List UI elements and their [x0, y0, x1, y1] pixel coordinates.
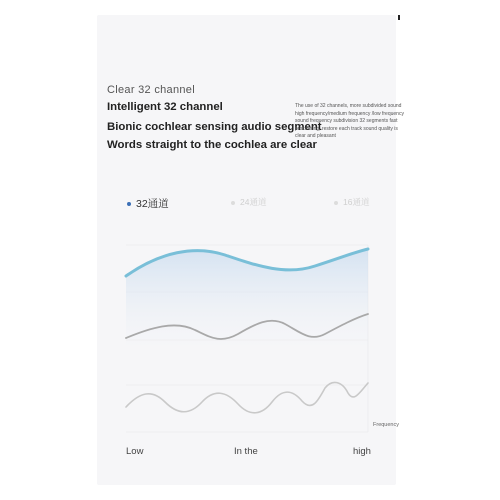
axis-label-mid: In the	[234, 446, 258, 457]
frequency-axis-label: Frequency	[373, 422, 399, 428]
legend-label-16: 16通道	[343, 197, 370, 207]
description-text: The use of 32 channels, more subdivided sound high frequency/medium frequency /low frequency sound frequency subdivision 32 segments fast processing, restore each track sound quality is clear and pleasant	[295, 103, 404, 140]
axis-label-low: Low	[126, 446, 144, 457]
legend-label-24: 24通道	[240, 197, 267, 207]
axis-label-high: high	[353, 446, 371, 457]
heading-line-2: Bionic cochlear sensing audio segment	[107, 121, 322, 133]
legend-label-32: 32通道	[136, 198, 169, 210]
heading-line-3: Words straight to the cochlea are clear	[107, 139, 317, 151]
wave-16-line	[126, 382, 368, 412]
heading-line-1: Intelligent 32 channel	[107, 101, 223, 113]
intro-text: Clear 32 channel	[107, 84, 195, 96]
